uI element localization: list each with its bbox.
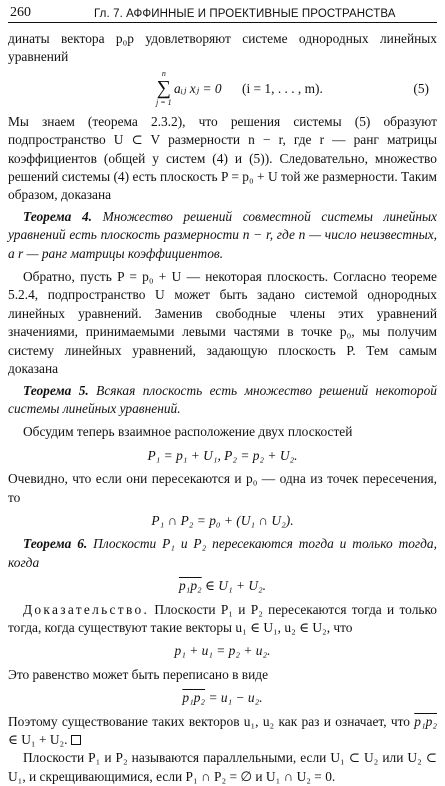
- equation-number: (5): [413, 80, 429, 96]
- sum-expression: aᵢⱼ xⱼ = 0: [174, 80, 222, 96]
- equation-intersection: P₁ ∩ P₂ = p₀ + (U₁ ∩ U₂).: [151, 512, 294, 528]
- equation-theorem-6-rest: ∈ U₁ + U₂.: [201, 578, 267, 594]
- equation-5: [8, 69, 437, 109]
- proof-text: Плоскости P₁ и P₂ пересекаются тогда и только тогда, когда существуют такие векторы u₁ ∈ U₁, u₂ ∈ U₂, что: [8, 601, 437, 635]
- page-number: 260: [10, 5, 31, 20]
- proof-label: Доказательство.: [23, 601, 150, 617]
- summation-symbol: [156, 69, 172, 107]
- equation-planes: P₁ = p₁ + U₁, P₂ = p₂ + U₂.: [147, 447, 298, 463]
- paragraph-2: Мы знаем (теорема 2.3.2), что решения системы (5) образуют подпространство U ⊂ V размерности n − r, где r — ранг матрицы коэффициентов (общей у систем (4) и (5)). Следовательно, множество решений системы (4) есть плоскость P = p₀ + U той же размерности. Таким образом, доказана: [8, 113, 437, 203]
- theorem-5-label: Теорема 5.: [23, 382, 89, 398]
- paragraph-1: динаты вектора p₀p удовлетворяют системе однородных линейных уравнений: [8, 31, 437, 65]
- running-title: Гл. 7. АФФИННЫЕ И ПРОЕКТИВНЫЕ ПРОСТРАНСТВА: [94, 8, 396, 20]
- vector-p1p2: p₁p₂: [178, 578, 202, 594]
- theorem-6-label: Теорема 6.: [23, 536, 88, 552]
- sum-upper-limit: n: [161, 68, 166, 78]
- equation-rewrite: [8, 689, 437, 707]
- qed-square-icon: [71, 735, 81, 745]
- paragraph-3: Обратно, пусть P = p₀ + U — некоторая плоскость. Согласно теореме 5.2.4, подпространство U может быть задано системой однородных линейных уравнений. Заменив свободные члены этих уравнений значениями, принимаемыми левыми частями в точке p₀, мы получим систему линейных уравнений, задающую плоскость P. Тем самым доказана: [8, 269, 437, 377]
- theorem-4: [8, 208, 437, 263]
- vector-p1p2-final: p₁p₂: [414, 713, 437, 729]
- paragraph-5: Очевидно, что если они пересекаются и p₀ — одна из точек пересечения, то: [8, 471, 437, 505]
- proof-paragraph: [8, 601, 437, 638]
- sum-sign: ∑: [156, 76, 171, 99]
- vector-p1p2-rewrite: p₁p₂: [182, 690, 206, 706]
- theorem-6-text: Плоскости P₁ и P₂ пересекаются тогда и только тогда, когда: [8, 536, 437, 570]
- equation-condition: (i = 1, . . . , m).: [242, 80, 323, 96]
- paragraph-7: [8, 713, 437, 750]
- page-header: [8, 0, 437, 23]
- equation-theorem-6: [8, 577, 437, 595]
- paragraph-4: Обсудим теперь взаимное расположение двух плоскостей: [23, 424, 353, 440]
- page-body: [8, 23, 437, 786]
- paragraph-8: Плоскости P₁ и P₂ называются параллельными, если U₁ ⊂ U₂ или U₂ ⊂ U₁, и скрещивающимися, если P₁ ∩ P₂ = ∅ и U₁ ∩ U₂ = 0.: [8, 750, 437, 784]
- theorem-6: [8, 535, 437, 572]
- sum-lower-limit: j = 1: [156, 97, 172, 107]
- equation-rewrite-rest: = u₁ − u₂.: [205, 690, 263, 706]
- theorem-5: [8, 382, 437, 419]
- equation-proof: p₁ + u₁ = p₂ + u₂.: [174, 643, 271, 659]
- theorem-4-text: Множество решений совместной системы линейных уравнений есть плоскость размерности n − r, где n — число неизвестных, а r — ранг матрицы коэффициентов.: [8, 208, 437, 261]
- paragraph-7-text: Поэтому существование таких векторов u₁, u₂ как раз и означает, что: [8, 713, 415, 729]
- theorem-5-text: Всякая плоскость есть множество решений некоторой системы линейных уравнений.: [8, 382, 437, 416]
- theorem-4-label: Теорема 4.: [23, 208, 92, 224]
- paragraph-6: Это равенство может быть переписано в виде: [8, 666, 269, 682]
- paragraph-7-rest: ∈ U₁ + U₂.: [8, 732, 68, 747]
